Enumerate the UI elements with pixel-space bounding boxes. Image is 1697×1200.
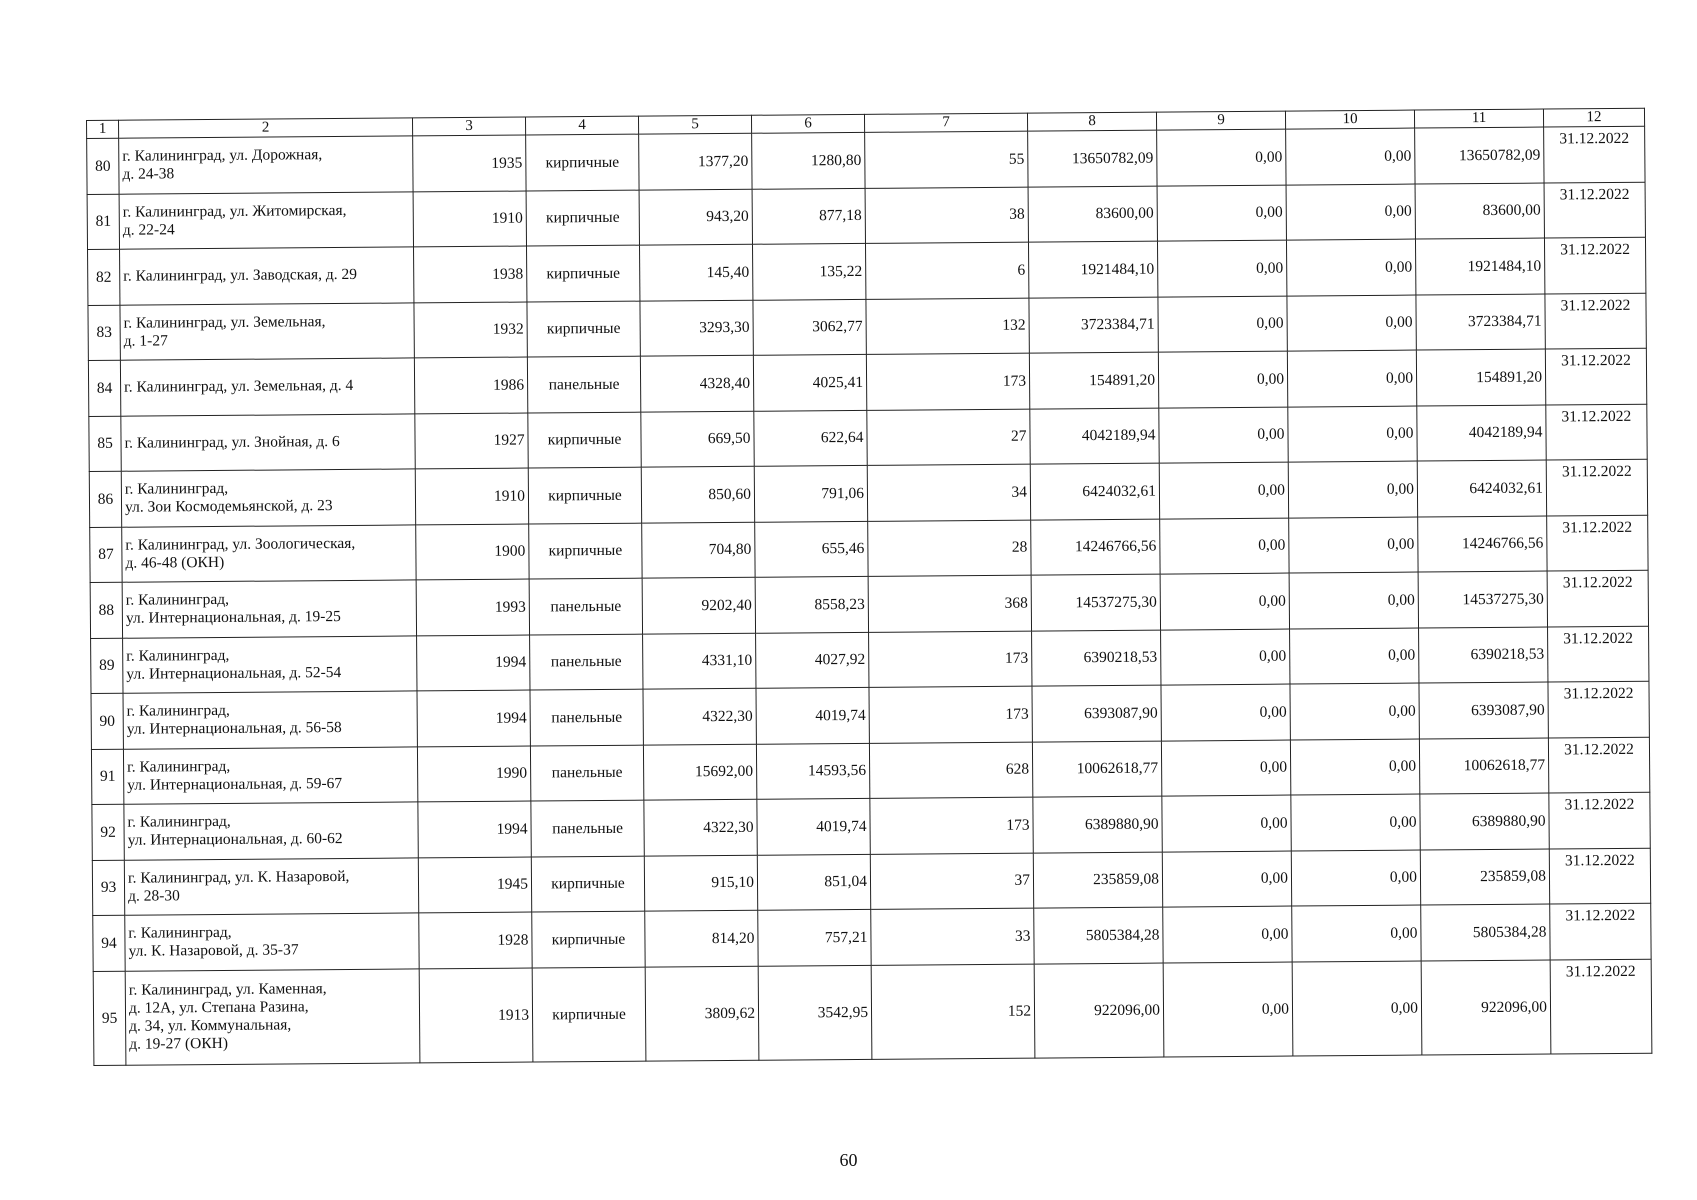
column-7-cell: 27 [867, 409, 1030, 466]
column-5-cell: 704,80 [642, 522, 755, 578]
column-7-cell: 152 [871, 964, 1035, 1059]
column-header: 4 [525, 116, 638, 135]
year-cell: 1994 [418, 801, 531, 857]
date-cell: 31.12.2022 [1548, 626, 1649, 682]
column-9-cell: 0,00 [1161, 629, 1290, 686]
column-11-cell: 1921484,10 [1415, 238, 1544, 295]
column-5-cell: 4328,40 [640, 355, 753, 411]
wall-material-cell: кирпичные [532, 967, 646, 1062]
column-7-cell: 6 [865, 242, 1028, 299]
address-cell: г. Калининград, ул. Житомирская, д. 22-24 [119, 191, 413, 249]
row-number: 85 [89, 416, 121, 472]
column-8-cell: 6389880,90 [1033, 796, 1162, 853]
column-8-cell: 1921484,10 [1028, 241, 1157, 298]
column-7-cell: 132 [866, 298, 1029, 355]
column-6-cell: 1280,80 [752, 132, 865, 188]
column-9-cell: 0,00 [1157, 129, 1286, 186]
column-7-cell: 173 [866, 353, 1029, 410]
address-cell: г. Калининград, ул. Дорожная, д. 24-38 [119, 136, 413, 194]
column-10-cell: 0,00 [1290, 628, 1419, 685]
column-5-cell: 915,10 [644, 855, 757, 911]
column-8-cell: 10062618,77 [1032, 741, 1161, 798]
column-9-cell: 0,00 [1163, 962, 1293, 1057]
column-header: 5 [638, 115, 751, 134]
wall-material-cell: панельные [527, 356, 640, 412]
column-5-cell: 3809,62 [645, 966, 759, 1061]
column-11-cell: 3723384,71 [1416, 294, 1545, 351]
column-11-cell: 6393087,90 [1419, 682, 1548, 739]
column-5-cell: 943,20 [639, 189, 752, 245]
column-8-cell: 14246766,56 [1031, 519, 1160, 576]
year-cell: 1935 [413, 135, 526, 191]
column-9-cell: 0,00 [1162, 795, 1291, 852]
column-6-cell: 791,06 [754, 465, 867, 521]
column-header: 1 [87, 120, 119, 138]
row-number: 86 [89, 471, 121, 527]
column-9-cell: 0,00 [1159, 462, 1288, 519]
column-10-cell: 0,00 [1292, 961, 1422, 1056]
column-10-cell: 0,00 [1287, 350, 1416, 407]
address-cell: г. Калининград, ул. Заводская, д. 29 [120, 247, 414, 305]
year-cell: 1986 [414, 357, 527, 413]
wall-material-cell: кирпичные [532, 911, 645, 967]
column-header: 3 [412, 117, 525, 136]
year-cell: 1910 [415, 468, 528, 524]
address-cell: г. Калининград, ул. Интернациональная, д. 60-62 [124, 802, 418, 860]
column-9-cell: 0,00 [1160, 573, 1289, 630]
column-6-cell: 851,04 [757, 854, 870, 910]
column-7-cell: 173 [869, 631, 1032, 688]
date-cell: 31.12.2022 [1548, 737, 1649, 793]
column-8-cell: 235859,08 [1033, 852, 1162, 909]
year-cell: 1932 [414, 302, 527, 358]
table-row [93, 959, 1652, 1065]
column-11-cell: 4042189,94 [1417, 405, 1546, 462]
row-number: 82 [88, 249, 120, 305]
address-cell: г. Калининград, ул. Интернациональная, д. 59-67 [123, 746, 417, 804]
column-9-cell: 0,00 [1158, 296, 1287, 353]
column-11-cell: 6424032,61 [1417, 460, 1546, 517]
date-cell: 31.12.2022 [1544, 182, 1645, 238]
column-8-cell: 3723384,71 [1029, 297, 1158, 354]
column-11-cell: 13650782,09 [1415, 127, 1544, 184]
year-cell: 1900 [416, 524, 529, 580]
column-5-cell: 669,50 [641, 411, 754, 467]
row-number: 81 [87, 194, 119, 250]
address-cell: г. Калининград, ул. Земельная, д. 1-27 [120, 302, 414, 360]
column-9-cell: 0,00 [1162, 851, 1291, 908]
wall-material-cell: панельные [530, 745, 643, 801]
year-cell: 1928 [419, 912, 532, 968]
column-header: 11 [1414, 109, 1543, 128]
date-cell: 31.12.2022 [1545, 348, 1646, 404]
address-cell: г. Калининград, ул. Интернациональная, д. 19-25 [122, 580, 416, 638]
table-body [87, 126, 1652, 1065]
column-header: 6 [751, 114, 864, 133]
column-10-cell: 0,00 [1288, 406, 1417, 463]
column-10-cell: 0,00 [1290, 683, 1419, 740]
column-10-cell: 0,00 [1289, 517, 1418, 574]
column-8-cell: 4042189,94 [1030, 408, 1159, 465]
column-header: 9 [1156, 111, 1285, 130]
column-5-cell: 15692,00 [643, 744, 756, 800]
year-cell: 1913 [419, 968, 533, 1063]
column-8-cell: 6424032,61 [1030, 463, 1159, 520]
column-8-cell: 154891,20 [1029, 352, 1158, 409]
date-cell: 31.12.2022 [1547, 515, 1648, 571]
column-6-cell: 4027,92 [756, 632, 869, 688]
column-6-cell: 3062,77 [753, 299, 866, 355]
year-cell: 1927 [415, 413, 528, 469]
column-10-cell: 0,00 [1289, 572, 1418, 629]
date-cell: 31.12.2022 [1545, 293, 1646, 349]
column-7-cell: 173 [870, 797, 1033, 854]
year-cell: 1938 [414, 246, 527, 302]
column-8-cell: 6393087,90 [1032, 685, 1161, 742]
column-6-cell: 4025,41 [753, 354, 866, 410]
column-5-cell: 814,20 [645, 910, 758, 966]
column-7-cell: 628 [869, 742, 1032, 799]
column-7-cell: 38 [865, 187, 1028, 244]
row-number: 91 [91, 749, 123, 805]
column-10-cell: 0,00 [1291, 850, 1420, 907]
column-header: 10 [1285, 110, 1414, 129]
column-6-cell: 4019,74 [757, 798, 870, 854]
column-9-cell: 0,00 [1160, 518, 1289, 575]
date-cell: 31.12.2022 [1544, 126, 1645, 182]
address-cell: г. Калининград, ул. Каменная, д. 12А, ул. Степана Разина, д. 34, ул. Коммунальная, д. 19-27 (ОКН) [125, 968, 420, 1064]
column-11-cell: 922096,00 [1421, 960, 1551, 1055]
column-6-cell: 14593,56 [756, 743, 869, 799]
column-header: 7 [864, 113, 1027, 132]
wall-material-cell: кирпичные [526, 190, 639, 246]
column-10-cell: 0,00 [1286, 239, 1415, 296]
column-5-cell: 4331,10 [643, 633, 756, 689]
column-5-cell: 4322,30 [644, 799, 757, 855]
column-10-cell: 0,00 [1292, 905, 1421, 962]
column-8-cell: 5805384,28 [1034, 907, 1163, 964]
column-7-cell: 37 [870, 853, 1033, 910]
wall-material-cell: кирпичные [527, 301, 640, 357]
year-cell: 1910 [413, 191, 526, 247]
row-number: 83 [88, 305, 120, 361]
address-cell: г. Калининград, ул. К. Назаровой, д. 35-37 [125, 913, 419, 971]
column-9-cell: 0,00 [1163, 906, 1292, 963]
column-9-cell: 0,00 [1161, 740, 1290, 797]
column-9-cell: 0,00 [1158, 351, 1287, 408]
column-6-cell: 3542,95 [758, 965, 872, 1060]
column-6-cell: 8558,23 [755, 576, 868, 632]
column-5-cell: 1377,20 [639, 133, 752, 189]
row-number: 87 [90, 527, 122, 583]
year-cell: 1994 [417, 690, 530, 746]
wall-material-cell: панельные [530, 634, 643, 690]
wall-material-cell: кирпичные [529, 523, 642, 579]
year-cell: 1993 [416, 579, 529, 635]
column-11-cell: 6389880,90 [1420, 793, 1549, 850]
row-number: 90 [91, 693, 123, 749]
address-cell: г. Калининград, ул. Земельная, д. 4 [120, 358, 414, 416]
page-number: 60 [839, 1150, 858, 1170]
column-5-cell: 4322,30 [643, 688, 756, 744]
row-number: 94 [93, 915, 125, 971]
column-10-cell: 0,00 [1290, 739, 1419, 796]
column-7-cell: 33 [871, 908, 1034, 965]
column-5-cell: 850,60 [641, 466, 754, 522]
address-cell: г. Калининград, ул. Зоологическая, д. 46-48 (ОКН) [122, 524, 416, 582]
date-cell: 31.12.2022 [1549, 792, 1650, 848]
address-cell: г. Калининград, ул. Знойная, д. 6 [121, 413, 415, 471]
row-number: 92 [92, 804, 124, 860]
row-number: 95 [93, 971, 126, 1065]
column-11-cell: 14246766,56 [1418, 516, 1547, 573]
column-8-cell: 6390218,53 [1032, 630, 1161, 687]
column-header: 8 [1027, 112, 1156, 131]
column-header: 2 [119, 118, 413, 138]
column-7-cell: 34 [867, 464, 1030, 521]
year-cell: 1994 [417, 635, 530, 691]
table-wrapper [86, 108, 1651, 1066]
address-cell: г. Калининград, ул. Интернациональная, д. 56-58 [123, 691, 417, 749]
column-10-cell: 0,00 [1286, 128, 1415, 185]
column-9-cell: 0,00 [1161, 684, 1290, 741]
column-10-cell: 0,00 [1288, 461, 1417, 518]
column-11-cell: 14537275,30 [1418, 571, 1547, 628]
column-11-cell: 10062618,77 [1419, 738, 1548, 795]
column-9-cell: 0,00 [1159, 407, 1288, 464]
wall-material-cell: кирпичные [531, 856, 644, 912]
year-cell: 1945 [418, 857, 531, 913]
wall-material-cell: панельные [531, 800, 644, 856]
date-cell: 31.12.2022 [1546, 459, 1647, 515]
wall-material-cell: панельные [529, 578, 642, 634]
column-7-cell: 368 [868, 575, 1031, 632]
column-7-cell: 28 [868, 520, 1031, 577]
column-5-cell: 145,40 [640, 244, 753, 300]
column-header: 12 [1543, 108, 1644, 127]
year-cell: 1990 [417, 746, 530, 802]
column-9-cell: 0,00 [1157, 240, 1286, 297]
row-number: 80 [87, 138, 119, 194]
date-cell: 31.12.2022 [1544, 237, 1645, 293]
address-cell: г. Калининград, ул. К. Назаровой, д. 28-30 [124, 857, 418, 915]
column-8-cell: 14537275,30 [1031, 574, 1160, 631]
column-11-cell: 6390218,53 [1419, 627, 1548, 684]
column-5-cell: 9202,40 [642, 577, 755, 633]
column-8-cell: 13650782,09 [1028, 130, 1157, 187]
date-cell: 31.12.2022 [1547, 570, 1648, 626]
column-8-cell: 83600,00 [1028, 186, 1157, 243]
column-8-cell: 922096,00 [1034, 963, 1164, 1058]
housing-table [86, 108, 1652, 1066]
row-number: 93 [92, 860, 124, 916]
date-cell: 31.12.2022 [1550, 959, 1652, 1054]
wall-material-cell: кирпичные [527, 245, 640, 301]
date-cell: 31.12.2022 [1549, 848, 1650, 904]
row-number: 84 [88, 360, 120, 416]
wall-material-cell: кирпичные [526, 134, 639, 190]
wall-material-cell: кирпичные [528, 412, 641, 468]
column-6-cell: 135,22 [752, 243, 865, 299]
column-11-cell: 5805384,28 [1421, 904, 1550, 961]
row-number: 89 [91, 638, 123, 694]
column-11-cell: 235859,08 [1420, 849, 1549, 906]
address-cell: г. Калининград, ул. Интернациональная, д. 52-54 [123, 635, 417, 693]
column-10-cell: 0,00 [1291, 794, 1420, 851]
column-6-cell: 757,21 [758, 909, 871, 965]
column-11-cell: 83600,00 [1415, 183, 1544, 240]
column-6-cell: 655,46 [755, 521, 868, 577]
wall-material-cell: кирпичные [528, 467, 641, 523]
address-cell: г. Калининград, ул. Зои Космодемьянской, д. 23 [121, 469, 415, 527]
column-7-cell: 173 [869, 686, 1032, 743]
column-6-cell: 622,64 [754, 410, 867, 466]
date-cell: 31.12.2022 [1550, 903, 1651, 959]
date-cell: 31.12.2022 [1548, 681, 1649, 737]
column-7-cell: 55 [865, 131, 1028, 188]
column-10-cell: 0,00 [1286, 184, 1415, 241]
column-11-cell: 154891,20 [1416, 349, 1545, 406]
column-5-cell: 3293,30 [640, 300, 753, 356]
row-number: 88 [90, 582, 122, 638]
date-cell: 31.12.2022 [1546, 404, 1647, 460]
column-6-cell: 4019,74 [756, 687, 869, 743]
column-9-cell: 0,00 [1157, 185, 1286, 242]
wall-material-cell: панельные [530, 689, 643, 745]
column-6-cell: 877,18 [752, 188, 865, 244]
column-10-cell: 0,00 [1287, 295, 1416, 352]
